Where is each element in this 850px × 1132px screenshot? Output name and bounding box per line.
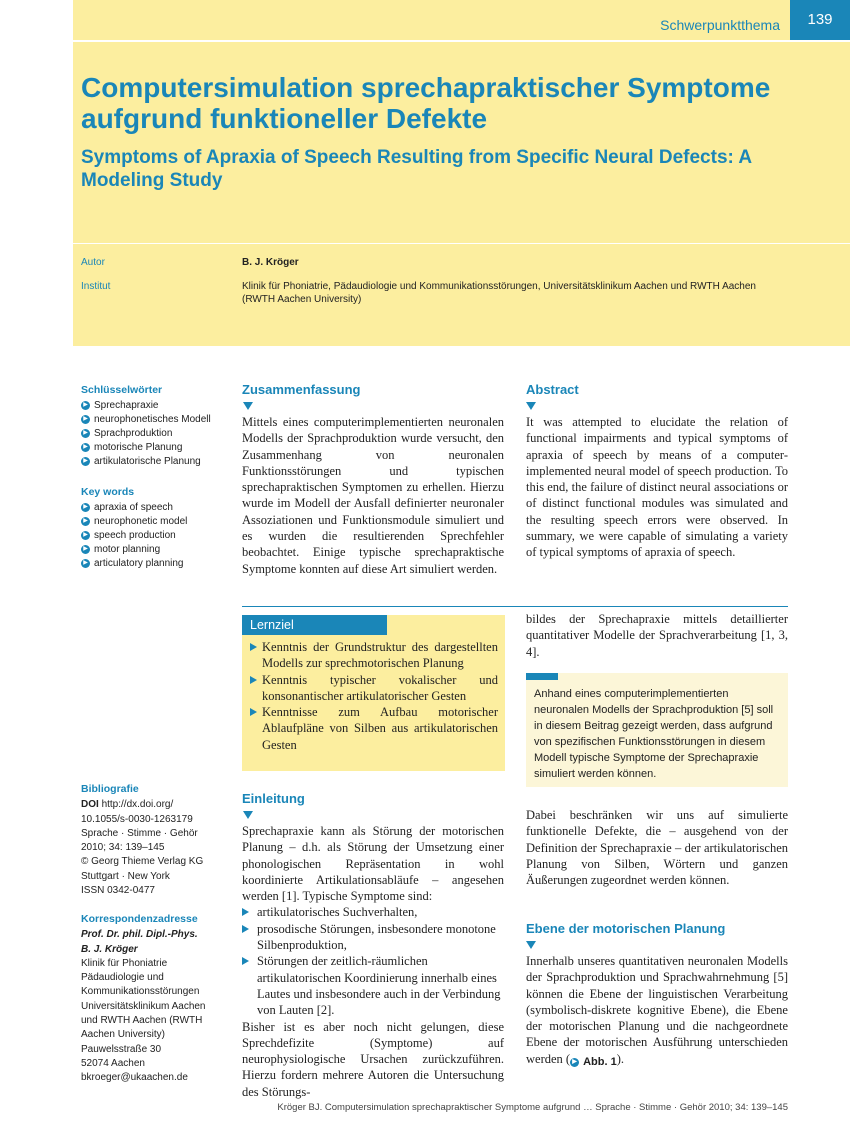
corr-line: Aachen University) <box>81 1029 165 1041</box>
corr-line: Klinik für Phoniatrie <box>81 957 168 969</box>
lernziel-list <box>250 639 498 753</box>
lernziel-item: Kenntnis der Grundstruktur des dargestellten Modells zur sprechmotorischen Planung <box>250 639 498 672</box>
abstract-text: It was attempted to elucidate the relation of functional impairments and typical symptoms of apraxia of speech by means of a computer-implemented neural model of speech production. To this end, the failure of distinct neural associations or of distinct functional modules was simulated and the resulting speech errors were observed. In summary, we were capable of simulating a variety of typical symptoms of apraxia of speech. <box>526 415 788 560</box>
article-subtitle-en: Symptoms of Apraxia of Speech Resulting from Specific Neural Defects: A Modeling Study <box>81 147 752 191</box>
continuation-text: bildes der Sprechapraxie mittels detaillierter quantitativer Modelle der Sprachverarbeitung [1, 3, 4]. <box>526 612 788 659</box>
lernziel-box <box>242 615 505 771</box>
bullet-arrow-icon: ▶ <box>81 443 90 452</box>
keywords-en <box>81 486 231 571</box>
bullet-arrow-icon: ▶ <box>81 401 90 410</box>
bib-line: Sprache · Stimme · Gehör <box>81 827 198 839</box>
keyword-item: ▶ articulatory planning <box>81 557 231 571</box>
keywords-en-heading: Key words <box>81 486 135 498</box>
corr-line: 52074 Aachen <box>81 1057 145 1069</box>
corr-name: Prof. Dr. phil. Dipl.-Phys. <box>81 929 198 941</box>
keyword-item: ▶ Sprechapraxie <box>81 398 231 412</box>
corr-line: und RWTH Aachen (RWTH <box>81 1015 203 1027</box>
symptom-item: artikulatorisches Suchverhalten, <box>242 904 504 920</box>
page-footer: Kröger BJ. Computersimulation sprechapraktischer Symptome aufgrund … Sprache · Stimme · Gehör 2010; 34: 139–145 <box>277 1102 788 1113</box>
lernziel-item: Kenntnisse zum Aufbau motorischer Ablaufpläne von Silben aus artikulatorischen Gesten <box>250 704 498 753</box>
bullet-triangle-icon <box>242 957 249 965</box>
corr-line: Kommunikationsstörungen <box>81 986 200 998</box>
section-down-arrow-icon <box>243 811 253 819</box>
corr-line: Pädaudiologie und <box>81 972 164 984</box>
zusammenfassung-text: Mittels eines computerimplementierten neuronalen Modells der Sprachproduktion wurde versucht, den Zusammenhang von neuronalen Funktionsstörungen und typischen sprechapraktischen Symptomen zu erhellen. Hierzu wurde im Modell der Ausfall definierter neuronaler Assoziationen und Funktionsmodule simuliert und es wurden die resultierenden Sprechfehler beobachtet. Einige typische sprechapraktische Symptome konnten auf diese Art simuliert werden. <box>242 415 504 576</box>
bib-line: ISSN 0342-0477 <box>81 885 155 897</box>
link-arrow-icon: ▶ <box>570 1058 579 1067</box>
bullet-arrow-icon: ▶ <box>81 531 90 540</box>
bullet-arrow-icon: ▶ <box>81 545 90 554</box>
bullet-triangle-icon <box>250 643 257 651</box>
bullet-arrow-icon: ▶ <box>81 503 90 512</box>
bibliography <box>81 782 231 898</box>
zusammenfassung-heading: Zusammenfassung <box>242 382 361 397</box>
bullet-arrow-icon: ▶ <box>81 559 90 568</box>
bullet-arrow-icon: ▶ <box>81 517 90 526</box>
paragraph: Bisher ist es aber noch nicht gelungen, diese Sprechdefizite (Symptome) auf neurophysiologische Ursachen zurückzuführen. Hierzu fordern mehrere Autoren die Untersuchung des Störungs- <box>242 1019 504 1099</box>
keyword-item: ▶ apraxia of speech <box>81 500 231 514</box>
section-down-arrow-icon <box>243 402 253 410</box>
bullet-arrow-icon: ▶ <box>81 429 90 438</box>
bib-line: 2010; 34: 139–145 <box>81 842 165 854</box>
bib-line: © Georg Thieme Verlag KG <box>81 856 204 868</box>
ebene-text: Innerhalb unseres quantitativen neuronalen Modells der Sprachproduktion und Sprachwahrnehmung [5] können die Ebene der linguistischen Verarbeitung (symbolisch-diskrete kognitive Ebene), die Ebene der motorischen Planung und die nachgeordnete Ebene der motorischen Ausführung unterschieden werden ( ▶ Abb. 1 ). <box>526 953 788 1070</box>
corr-line: Universitätsklinikum Aachen <box>81 1000 206 1012</box>
abstract-heading: Abstract <box>526 382 579 397</box>
doi-line: DOI http://dx.doi.org/ <box>81 799 174 811</box>
highlight-bar <box>526 673 558 680</box>
bullet-triangle-icon <box>242 925 249 933</box>
bullet-triangle-icon <box>242 908 249 916</box>
paragraph: Sprechapraxie kann als Störung der motorischen Planung – d.h. als Störung der Umsetzung einer phonologischen Repräsentation in wohl koordinierte Artikulationsabläufe – angesehen werden [1]. Typische Symptome sind: <box>242 824 504 904</box>
bullet-triangle-icon <box>250 676 257 684</box>
keyword-item: ▶ artikulatorische Planung <box>81 455 231 469</box>
keywords-de <box>81 384 231 469</box>
bibliography-heading: Bibliografie <box>81 783 139 795</box>
keywords-de-heading: Schlüsselwörter <box>81 384 163 396</box>
bib-line: 10.1055/s-0030-1263179 <box>81 813 193 825</box>
keyword-item: ▶ Sprachproduktion <box>81 426 231 440</box>
keyword-item: ▶ neurophonetisches Modell <box>81 412 231 426</box>
corr-line: Pauwelsstraße 30 <box>81 1043 162 1055</box>
section-divider <box>242 606 788 607</box>
author-name: B. J. Kröger <box>242 257 299 268</box>
institute-line: (RWTH Aachen University) <box>242 293 362 305</box>
keyword-item: ▶ speech production <box>81 528 231 542</box>
corr-email[interactable]: bkroeger@ukaachen.de <box>81 1072 188 1084</box>
highlight-text: Anhand eines computerimplementierten neuronalen Modells der Sprachproduktion [5] soll in diesem Beitrag gezeigt werden, dass aufgrund von spezifischen Funktionsstörungen in diesem Modell typische Symptome der Sprechapraxie simuliert werden können. <box>534 688 774 780</box>
banner-divider <box>73 243 850 244</box>
bullet-arrow-icon: ▶ <box>81 457 90 466</box>
bullet-arrow-icon: ▶ <box>81 415 90 424</box>
section-down-arrow-icon <box>526 941 536 949</box>
correspondence-heading: Korrespondenzadresse <box>81 913 198 925</box>
article-title: Computersimulation sprechapraktischer Symptome aufgrund funktioneller Defekte <box>81 72 771 134</box>
lernziel-label: Lernziel <box>242 615 387 635</box>
highlight-box <box>526 673 788 787</box>
paragraph: Dabei beschränken wir uns auf simulierte funktionelle Defekte, die – ausgehend von der Definition der Sprechapraxie – der artikulatorischen Planung von Silben, Wörtern und ganzen Äußerungen zugeordnet werden können. <box>526 808 788 888</box>
bullet-triangle-icon <box>250 708 257 716</box>
einleitung-text <box>242 823 504 1100</box>
correspondence <box>81 912 231 1086</box>
section-down-arrow-icon <box>526 402 536 410</box>
symptom-item: prosodische Störungen, insbesondere monotone Silbenproduktion, <box>242 921 504 954</box>
institute-text <box>242 281 802 306</box>
lernziel-item: Kenntnis typischer vokalischer und konsonantischer artikulatorischer Gesten <box>250 672 498 705</box>
section-label: Schwerpunktthema <box>660 17 780 33</box>
page-number: 139 <box>790 0 850 40</box>
figure-link[interactable]: ▶ Abb. 1 <box>570 1054 617 1070</box>
author-label: Autor <box>81 257 105 268</box>
symptom-item: Störungen der zeitlich-räumlichen artikulatorischen Koordinierung innerhalb eines Lautes und insbesondere auch in der Verbindung von Lauten [2]. <box>242 953 504 1018</box>
einleitung-heading: Einleitung <box>242 791 305 806</box>
bib-line: Stuttgart · New York <box>81 870 170 882</box>
keyword-item: ▶ motorische Planung <box>81 441 231 455</box>
banner-divider <box>73 40 850 42</box>
ebene-heading: Ebene der motorischen Planung <box>526 921 726 936</box>
institute-label: Institut <box>81 281 111 292</box>
keyword-item: ▶ motor planning <box>81 543 231 557</box>
keyword-item: ▶ neurophonetic model <box>81 514 231 528</box>
institute-line: Klinik für Phoniatrie, Pädaudiologie und Kommunikationsstörungen, Universitätsklinikum Aachen und RWTH Aachen <box>242 281 756 292</box>
corr-name: B. J. Kröger <box>81 943 138 955</box>
